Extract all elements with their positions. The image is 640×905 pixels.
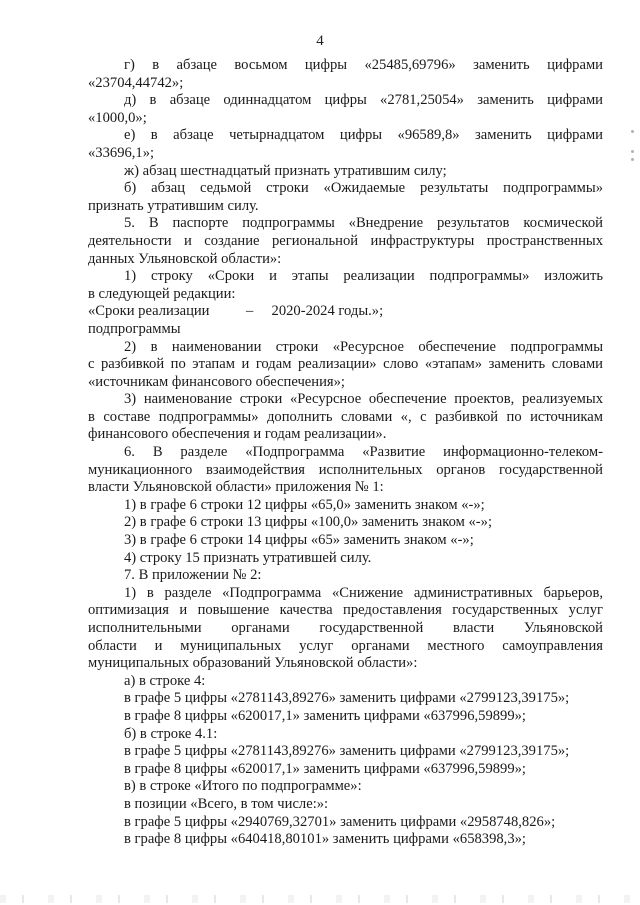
text-line: 3) наименование строки «Ресурсное обеспечение проектов, реализуемых [124,391,603,408]
text-line: власти Ульяновской области» приложения № 1: [88,479,384,496]
text-line: данных Ульяновской области»: [88,250,282,267]
text-line: 3) в графе 6 строки 14 цифры «65» заменить знаком «-»; [124,532,474,549]
text-line: в графе 5 цифры «2781143,89276» заменить цифрами «2799123,39175»; [124,690,570,707]
text-line: в графе 8 цифры «640418,80101» заменить цифрами «658398,3»; [124,831,526,848]
text-line: подпрограммы [88,320,181,337]
text-line: в графе 5 цифры «2781143,89276» заменить цифрами «2799123,39175»; [124,743,570,760]
text-line: 1) строку «Сроки и этапы реализации подпрограммы» изложить [124,268,603,285]
text-line: в) в строке «Итого по подпрограмме»: [124,778,362,795]
text-line: исполнительными органами государственной власти Ульяновской [88,620,603,636]
text-line: ж) абзац шестнадцатый признать утратившим силу; [124,162,447,179]
text-line: области и муниципальных услуг органами местного самоуправления [88,637,603,654]
text-line: финансового обеспечения и годам реализации». [88,426,387,443]
text-line: в графе 5 цифры «2940769,32701» заменить цифрами «2958748,826»; [124,813,556,830]
scan-edge [0,895,640,903]
text-line: а) в строке 4: [124,672,206,689]
text-line: «Сроки реализации – 2020-2024 годы.»; [88,303,384,320]
text-line: «23704,44742»; [88,74,184,91]
text-line: 2) в наименовании строки «Ресурсное обеспечение подпрограммы [124,338,603,355]
text-line: г) в абзаце восьмом цифры «25485,69796» заменить цифрами [124,57,603,73]
text-line: муниципальных образований Ульяновской области»: [88,655,418,672]
scan-speck [631,130,634,133]
text-line: 1) в графе 6 строки 12 цифры «65,0» заменить знаком «-»; [124,496,485,513]
document-body [88,57,603,849]
text-line: с разбивкой по этапам и годам реализации» слово «этапам» заменить словами [88,356,603,373]
text-line: «1000,0»; [88,109,147,126]
text-line: 1) в разделе «Подпрограмма «Снижение административных барьеров, [124,584,603,601]
text-line: оптимизация и повышение качества предоставления государственных услуг [88,602,603,619]
text-line: 5. В паспорте подпрограммы «Внедрение результатов космической [124,215,603,232]
text-line: признать утратившим силу. [88,197,259,214]
text-line: деятельности и создание региональной инфраструктуры пространственных [88,232,603,249]
page-number: 4 [316,33,324,49]
text-line: 6. В разделе «Подпрограмма «Развитие информационно-телеком- [124,444,603,461]
text-line: б) абзац седьмой строки «Ожидаемые результаты подпрограммы» [124,180,603,197]
text-line: в позиции «Всего, в том числе:»: [124,795,329,812]
text-line: 7. В приложении № 2: [124,567,262,584]
text-line: в составе подпрограммы» дополнить словами «, с разбивкой по источникам [88,408,603,425]
text-line: в графе 8 цифры «620017,1» заменить цифрами «637996,59899»; [124,760,526,777]
text-line: д) в абзаце одиннадцатом цифры «2781,25054» заменить цифрами [124,92,603,109]
text-line: «33696,1»; [88,144,155,161]
text-line: в графе 8 цифры «620017,1» заменить цифрами «637996,59899»; [124,707,526,724]
text-line: муникационного взаимодействия исполнительных органов государственной [88,461,603,478]
scan-speck [631,150,634,153]
text-line: 2) в графе 6 строки 13 цифры «100,0» заменить знаком «-»; [124,514,493,531]
text-line: 4) строку 15 признать утратившей силу. [124,549,372,566]
scan-speck [631,158,634,161]
text-line: «источникам финансового обеспечения»; [88,373,345,390]
text-line: в следующей редакции: [88,285,236,302]
text-line: е) в абзаце четырнадцатом цифры «96589,8» заменить цифрами [124,127,603,144]
text-line: б) в строке 4.1: [124,725,218,742]
